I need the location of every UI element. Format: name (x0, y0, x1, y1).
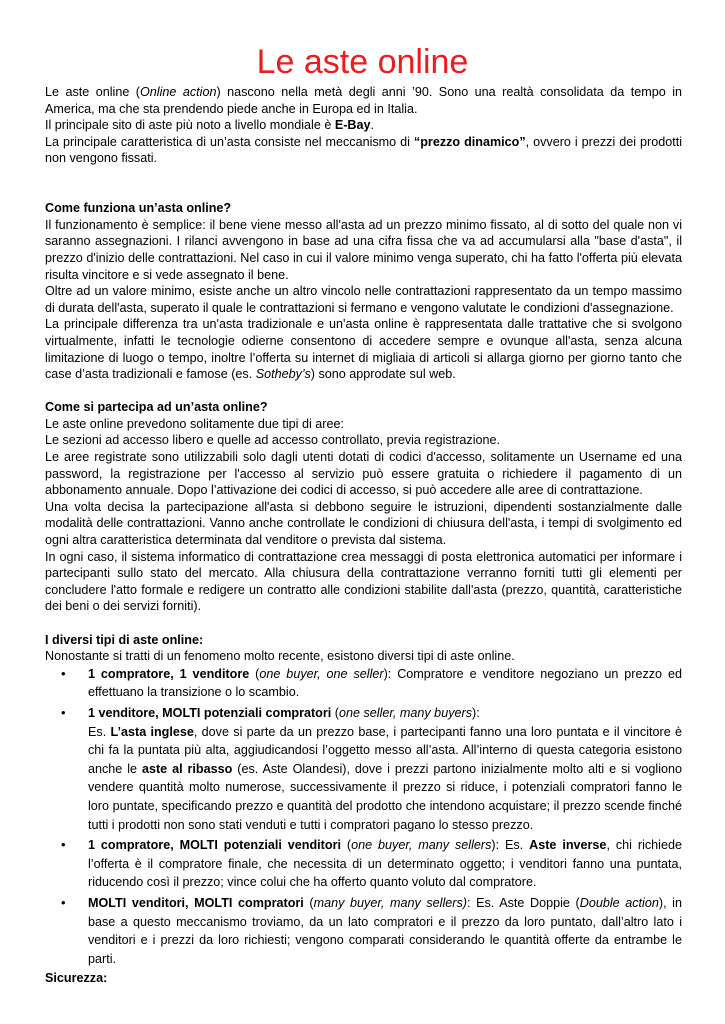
list-item: • MOLTI venditori, MOLTI compratori (many buyer, many sellers): Es. Aste Doppie (Double action), in base a questo meccanismo troviamo, da un lato compratori e il prezzo da loro puntato, dall’altro lato i venditori e i prezzi da loro richiesti; vengono comparati considerando le quantità offerte da entrambe le parti. (61, 894, 682, 966)
bullet-icon: • (61, 704, 66, 720)
participate-paragraph-1: Le aste online prevedono solitamente due tipi di aree: (45, 416, 344, 431)
how-it-works-paragraph-3: La principale differenza tra un'asta tradizionale e un'asta online è rappresentata dalle trattative che si svolgono virtualmente, infatti le tecnologie odierne consentono di accedere sempre e ovunque all'asta, senza alcuna limitazione di luogo o tempo, inoltre l’offerta su internet di migliaia di articoli si allarga giorno per giorno tanto che case d’asta tradizionali e famose (es. Sotheby’s) sono approdate sul web. (45, 317, 682, 382)
section-heading-security: Sicurezza: (45, 971, 108, 986)
section-heading-how-to-participate: Come si partecipa ad un’asta online? (45, 400, 268, 415)
intro-paragraph-1: Le aste online (Online action) nascono nella metà degli anni ’90. Sono una realtà consolidata da tempo in America, ma che sta prendendo piede anche in Europa ed in Italia. (45, 85, 682, 116)
participate-paragraph-2: Le sezioni ad accesso libero e quelle ad accesso controllato, previa registrazione. (45, 433, 501, 448)
section-heading-how-it-works: Come funziona un’asta online? (45, 201, 232, 216)
bullet-icon: • (61, 837, 66, 853)
document-title: Le aste online (256, 43, 469, 81)
intro-paragraph-3: La principale caratteristica di un’asta consiste nel meccanismo di “prezzo dinamico”, ovvero i prezzi dei prodotti non vengono fissati. (45, 134, 682, 166)
auction-types-list (45, 665, 682, 969)
bullet-icon: • (61, 665, 66, 681)
auction-types-intro: Nonostante si tratti di un fenomeno molto recente, esistono diversi tipi di aste online. (45, 649, 515, 664)
document-body (45, 84, 682, 987)
section-heading-auction-types: I diversi tipi di aste online: (45, 632, 204, 647)
list-item: • 1 compratore, MOLTI potenziali venditori (one buyer, many sellers): Es. Aste inverse, chi richiede l’offerta è il compratore finale, che necessita di un determinato oggetto; i venditori fanno una puntata, riducendo così il prezzo; vince colui che ha offerto quanto voluto dal compratore. (61, 837, 682, 890)
bullet-icon: • (61, 894, 66, 910)
intro-paragraph-2: Il principale sito di aste più noto a livello mondiale è E-Bay. (45, 118, 375, 133)
list-item: • 1 venditore, MOLTI potenziali compratori (one seller, many buyers): Es. L’asta inglese, dove si parte da un prezzo base, i partecipanti fanno una loro puntata e il vincitore è chi fa la puntata più alta, aggiudicandosi l’oggetto messo all’asta. All’interno di questa categoria esistono anche le aste al ribasso (es. Aste Olandesi), dove i prezzi partono inizialmente molto alti e si vogliono vendere quantità molto numerose, successivamente il prezzo si riduce, i potenziali compratori fanno le loro puntate, specificando prezzo e quantità del prodotto che intendono acquistare; il prezzo scende finché tutti i prodotti non sono stati venduti e tutti i compratori pagano lo stesso prezzo. (61, 704, 683, 832)
participate-paragraph-5: In ogni caso, il sistema informatico di contrattazione crea messaggi di posta elettronica automatici per informare i partecipanti sullo stato del mercato. Alla chiusura della contrattazione verranno forniti tutti gli elementi per concludere l'atto formale e redigere un contratto alle condizioni stabilite dall'asta (prezzo, quantità, caratteristiche dei beni o dei servizi forniti). (45, 549, 682, 614)
participate-paragraph-3: Le aree registrate sono utilizzabili solo dagli utenti dotati di codici d'accesso, solitamente un Username ed una password, la registrazione per l'accesso al servizio può essere gratuita o richiedere il pagamento di un abbonamento annuale. Dopo l’attivazione dei codici di accesso, si può accedere alle aree di contrattazione. (45, 450, 682, 498)
participate-paragraph-4: Una volta decisa la partecipazione all'asta si debbono seguire le istruzioni, dipendenti sostanzialmente dalle modalità delle contrattazioni. Vanno anche controllate le condizioni di chiusura dell'asta, i tempi di svolgimento ed ogni altra caratteristica determinata dal venditore o prevista dal sistema. (45, 499, 682, 548)
list-item: • 1 compratore, 1 venditore (one buyer, one seller): Compratore e venditore negoziano un prezzo ed effettuano la transizione o lo scambio. (61, 665, 682, 700)
how-it-works-paragraph-1: Il funzionamento è semplice: il bene viene messo all'asta ad un prezzo minimo fissato, al di sotto del quale non vi saranno assegnazioni. I rilanci avvengono in base ad una cifra fissa che va ad accumularsi alla "base d'asta", il prezzo d'inizio delle contrattazioni. Nel caso in cui il valore minimo venga superato, chi ha fatto l'offerta più elevata risulta vincitore e si vede assegnato il bene. (45, 217, 682, 282)
how-it-works-paragraph-2: Oltre ad un valore minimo, esiste anche un altro vincolo nelle contrattazioni rappresentato da un tempo massimo di durata dell'asta, superato il quale le contrattazioni si fermano e vengono valutate le condizioni d'assegnazione. (45, 284, 682, 315)
